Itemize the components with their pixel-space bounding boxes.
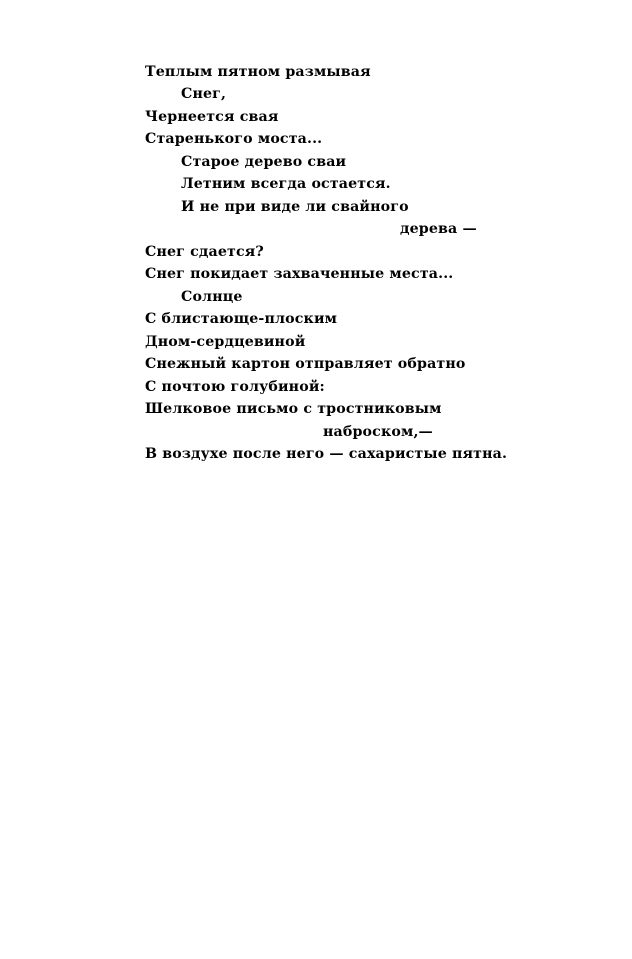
poem-line: Старенького моста... <box>145 131 323 147</box>
poem-line: Снег, <box>181 86 227 102</box>
poem-line: Снежный картон отправляет обратно <box>145 356 466 372</box>
poem-line: Теплым пятном размывая <box>145 64 371 80</box>
poem-line: Чернеется свая <box>145 109 279 125</box>
poem-line: наброском,— <box>323 424 433 440</box>
poem-line: Старое дерево сваи <box>181 154 347 170</box>
poem-line: дерева — <box>400 221 477 237</box>
poem-line: И не при виде ли свайного <box>181 199 409 215</box>
poem-line: Дном-сердцевиной <box>145 334 306 350</box>
poem-line: В воздухе после него — сахаристые пятна. <box>145 446 508 462</box>
poem-line: Летним всегда остается. <box>181 176 391 192</box>
poem-line: Снег покидает захваченные места... <box>145 266 454 282</box>
poem-line: Солнце <box>181 289 243 305</box>
poem-line: С блистающе-плоским <box>145 311 338 327</box>
poem-line: С почтою голубиной: <box>145 379 325 395</box>
poem-line: Шелковое письмо с тростниковым <box>145 401 442 417</box>
poem-line: Снег сдается? <box>145 244 264 260</box>
